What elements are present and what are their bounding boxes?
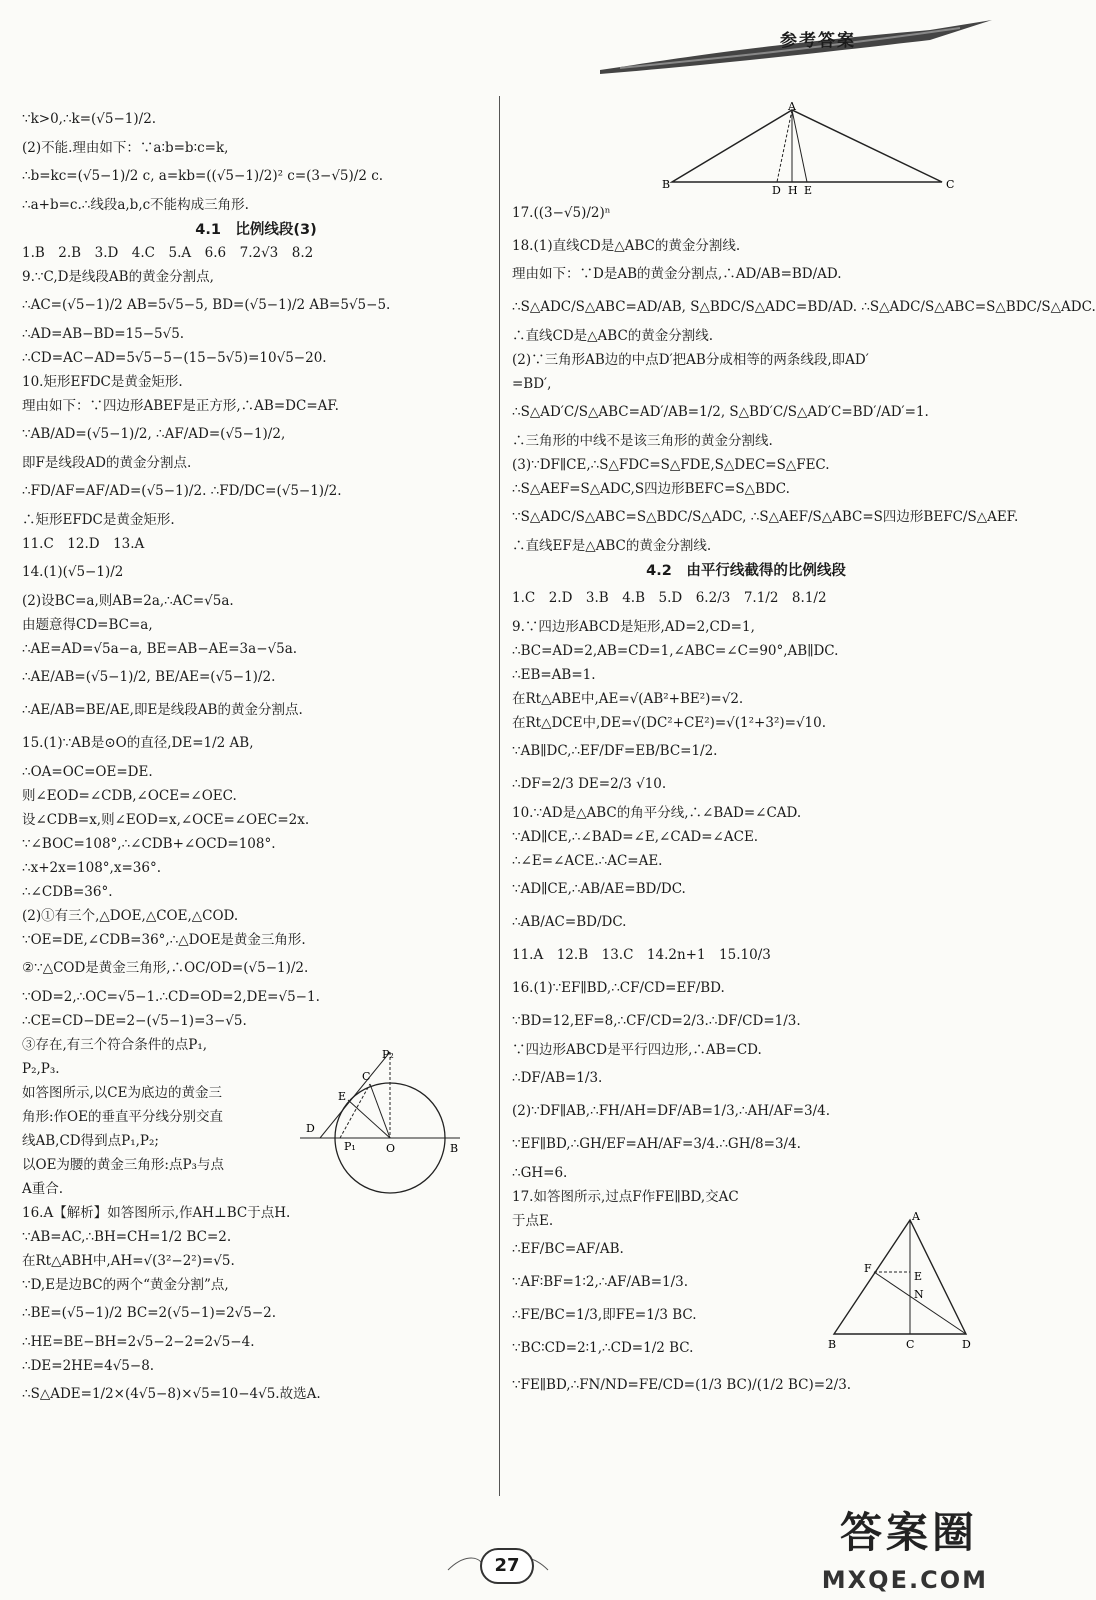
answer-line: ∵AB∥DC,∴EF/DF=EB/BC=1/2. xyxy=(512,743,718,759)
answer-line: 于点E. xyxy=(512,1213,554,1229)
answer-line: P₂,P₃. xyxy=(22,1061,60,1077)
answer-line: 9.∵四边形ABCD是矩形,AD=2,CD=1, xyxy=(512,619,755,635)
watermark-url: MXQE.COM xyxy=(821,1566,988,1594)
answer-line: 14.(1)(√5−1)/2 xyxy=(22,564,124,580)
answer-line: ∴S△AEF=S△ADC,S四边形BEFC=S△BDC. xyxy=(512,481,790,497)
answer-line: ∴∠CDB=36°. xyxy=(22,884,113,900)
answer-line: ∴AE/AB=BE/AE,即E是线段AB的黄金分割点. xyxy=(22,702,303,718)
answer-line: ∴S△ADC/S△ABC=AD/AB, S△BDC/S△ADC=BD/AD. ∴S△ADC/S△ABC=S△BDC/S△ADC. xyxy=(512,299,1096,315)
label-a: A xyxy=(788,100,796,113)
triangle-abc-figure xyxy=(662,100,962,197)
answer-line: A重合. xyxy=(22,1181,64,1197)
label-h: H xyxy=(788,184,798,197)
answer-line: 1.C 2.D 3.B 4.B 5.D 6.2/3 7.1/2 8.1/2 xyxy=(512,590,827,606)
answer-line: ∴DF/AB=1/3. xyxy=(512,1070,603,1086)
label-f3: F xyxy=(864,1262,872,1275)
answer-line: ∴AC=(√5−1)/2 AB=5√5−5, BD=(√5−1)/2 AB=5√5−5. xyxy=(22,297,391,313)
section-title: 4.2 由平行线截得的比例线段 xyxy=(646,563,846,579)
answer-line: ∵AB/AD=(√5−1)/2, ∴AF/AD=(√5−1)/2, xyxy=(22,426,286,442)
answer-line: ∵四边形ABCD是平行四边形,∴AB=CD. xyxy=(512,1042,762,1058)
answer-line: ∴AD=AB−BD=15−5√5. xyxy=(22,326,185,342)
answer-line: 由题意得CD=BC=a, xyxy=(22,617,153,633)
answer-line: ∵OE=DE,∠CDB=36°,∴△DOE是黄金三角形. xyxy=(22,932,306,948)
answer-line: ∵AF∶BF=1∶2,∴AF/AB=1/3. xyxy=(512,1274,689,1290)
watermark-cn: 答案圈 xyxy=(839,1508,978,1557)
answer-line: 11.C 12.D 13.A xyxy=(22,536,145,552)
label-n3: N xyxy=(914,1288,924,1301)
answer-line: ∴AE/AB=(√5−1)/2, BE/AE=(√5−1)/2. xyxy=(22,669,276,685)
answer-line: ∴FE/BC=1/3,即FE=1/3 BC. xyxy=(512,1307,697,1323)
answer-line: 1.B 2.B 3.D 4.C 5.A 6.6 7.2√3 8.2 xyxy=(22,245,314,261)
left-column xyxy=(22,104,490,1412)
answer-line: ∴EF/BC=AF/AB. xyxy=(512,1241,624,1257)
label-p2: P₂ xyxy=(382,1048,394,1061)
answer-line: ∴∠E=∠ACE.∴AC=AE. xyxy=(512,853,663,869)
answer-line: ∴BE=(√5−1)/2 BC=2(√5−1)=2√5−2. xyxy=(22,1305,277,1321)
label-c2: C xyxy=(362,1070,371,1083)
answer-line: 10.矩形EFDC是黄金矩形. xyxy=(22,374,183,390)
answer-line: ③存在,有三个符合条件的点P₁, xyxy=(22,1037,208,1053)
label-e: E xyxy=(804,184,813,197)
answer-line: ∴直线EF是△ABC的黄金分割线. xyxy=(512,538,712,554)
label-b2: B xyxy=(450,1142,459,1155)
answer-line: ∵S△ADC/S△ABC=S△BDC/S△ADC, ∴S△AEF/S△ABC=S四边形BEFC/S△AEF. xyxy=(512,509,1019,525)
answer-line: 15.(1)∵AB是⊙O的直径,DE=1/2 AB, xyxy=(22,735,254,751)
answer-line: ∴DE=2HE=4√5−8. xyxy=(22,1358,155,1374)
header-title: 参考答案 xyxy=(780,31,856,51)
answer-line: ∵OD=2,∴OC=√5−1.∴CD=OD=2,DE=√5−1. xyxy=(22,989,320,1005)
answer-line: ∵k>0,∴k=(√5−1)/2. xyxy=(22,111,157,127)
answer-line: ∴BC=AD=2,AB=CD=1,∠ABC=∠C=90°,AB∥DC. xyxy=(512,643,839,659)
answer-line: ∴矩形EFDC是黄金矩形. xyxy=(22,512,175,528)
answer-line: (2)设BC=a,则AB=2a,∴AC=√5a. xyxy=(22,593,234,609)
answer-line: ∵D,E是边BC的两个“黄金分割”点, xyxy=(22,1277,229,1293)
answer-line: ∴三角形的中线不是该三角形的黄金分割线. xyxy=(512,433,773,449)
answer-line: 17.如答图所示,过点F作FE∥BD,交AC xyxy=(512,1189,739,1205)
answer-line: ∵BD=12,EF=8,∴CF/CD=2/3.∴DF/CD=1/3. xyxy=(512,1013,801,1029)
answer-line: 在Rt△DCE中,DE=√(DC²+CE²)=√(1²+3²)=√10. xyxy=(512,715,827,731)
answer-line: 17.((3−√5)/2)ⁿ xyxy=(512,205,611,221)
column-divider xyxy=(499,96,500,1496)
triangle-fen-figure xyxy=(826,1210,976,1350)
label-d: D xyxy=(772,184,781,197)
answer-line: 11.A 12.B 13.C 14.2n+1 15.10/3 xyxy=(512,947,771,963)
answer-line: ∴AE=AD=√5a−a, BE=AB−AE=3a−√5a. xyxy=(22,641,298,657)
label-e3: E xyxy=(914,1270,923,1283)
label-p1: P₁ xyxy=(344,1140,356,1153)
answer-line: (2)∵三角形AB边的中点D′把AB分成相等的两条线段,即AD′ xyxy=(512,352,869,368)
label-b3: B xyxy=(828,1338,837,1351)
answer-line: 即F是线段AD的黄金分割点. xyxy=(22,455,192,471)
answer-line: ∴OA=OC=OE=DE. xyxy=(22,764,153,780)
page-header xyxy=(600,0,996,80)
answer-line: ∵BC∶CD=2∶1,∴CD=1/2 BC. xyxy=(512,1340,694,1356)
label-c3: C xyxy=(906,1338,915,1351)
answer-line: 在Rt△ABE中,AE=√(AB²+BE²)=√2. xyxy=(512,691,744,707)
answer-line: ∵EF∥BD,∴GH/EF=AH/AF=3/4.∴GH/8=3/4. xyxy=(512,1136,801,1152)
answer-line: (3)∵DF∥CE,∴S△FDC=S△FDE,S△DEC=S△FEC. xyxy=(512,457,830,473)
answer-line: =BD′, xyxy=(512,376,552,392)
answer-line: ∴DF=2/3 DE=2/3 √10. xyxy=(512,776,667,792)
answer-line: 16.A【解析】如答图所示,作AH⊥BC于点H. xyxy=(22,1205,291,1221)
answer-line: 如答图所示,以CE为底边的黄金三 xyxy=(22,1085,222,1101)
answer-line: 以OE为腰的黄金三角形:点P₃与点 xyxy=(22,1157,224,1173)
answer-line: (2)①有三个,△DOE,△COE,△COD. xyxy=(22,908,239,924)
page-number-area xyxy=(438,1540,558,1590)
answer-line: ∴CD=AC−AD=5√5−5−(15−5√5)=10√5−20. xyxy=(22,350,327,366)
answer-line: 设∠CDB=x,则∠EOD=x,∠OCE=∠OEC=2x. xyxy=(22,812,310,828)
answer-line: 角形:作OE的垂直平分线分别交直 xyxy=(22,1109,223,1125)
answer-line: 则∠EOD=∠CDB,∠OCE=∠OEC. xyxy=(22,788,237,804)
answer-line: 16.(1)∵EF∥BD,∴CF/CD=EF/BD. xyxy=(512,980,725,996)
answer-line: ∴S△AD′C/S△ABC=AD′/AB=1/2, S△BD′C/S△AD′C=BD′/AD′=1. xyxy=(512,404,929,420)
answer-line: 18.(1)直线CD是△ABC的黄金分割线. xyxy=(512,238,741,254)
label-d2: D xyxy=(306,1122,315,1135)
circle-figure xyxy=(300,1048,470,1198)
label-a3: A xyxy=(912,1210,920,1223)
answer-line: ∴GH=6. xyxy=(512,1165,568,1181)
section-title: 4.1 比例线段(3) xyxy=(195,222,317,238)
answer-line: ∵AD∥CE,∴∠BAD=∠E,∠CAD=∠ACE. xyxy=(512,829,759,845)
label-b: B xyxy=(662,178,671,191)
answer-line: (2)不能.理由如下：∵a∶b=b∶c=k, xyxy=(22,140,229,156)
answer-line: ∵∠BOC=108°,∴∠CDB+∠OCD=108°. xyxy=(22,836,276,852)
answer-line: ∴b=kc=(√5−1)/2 c, a=kb=((√5−1)/2)² c=(3−√5)/2 c. xyxy=(22,168,384,184)
answer-line: 线AB,CD得到点P₁,P₂; xyxy=(22,1133,159,1149)
label-d3: D xyxy=(962,1338,971,1351)
answer-line: 理由如下：∵D是AB的黄金分割点,∴AD/AB=BD/AD. xyxy=(512,266,842,282)
label-o: O xyxy=(386,1142,396,1155)
answer-line: ∵AD∥CE,∴AB/AE=BD/DC. xyxy=(512,881,686,897)
answer-line: ∴HE=BE−BH=2√5−2−2=2√5−4. xyxy=(22,1334,255,1350)
label-e2: E xyxy=(338,1090,347,1103)
page-number: 27 xyxy=(480,1548,534,1584)
answer-line: ∴x+2x=108°,x=36°. xyxy=(22,860,161,876)
answer-line: (2)∵DF∥AB,∴FH/AH=DF/AB=1/3,∴AH/AF=3/4. xyxy=(512,1103,831,1119)
answer-line: ∴AB/AC=BD/DC. xyxy=(512,914,627,930)
answer-line: ∴EB=AB=1. xyxy=(512,667,596,683)
answer-line: ∴CE=CD−DE=2−(√5−1)=3−√5. xyxy=(22,1013,247,1029)
answer-line: 在Rt△ABH中,AH=√(3²−2²)=√5. xyxy=(22,1253,235,1269)
answer-line: ∵FE∥BD,∴FN/ND=FE/CD=(1/3 BC)/(1/2 BC)=2/3. xyxy=(512,1377,852,1393)
answer-line: 10.∵AD是△ABC的角平分线,∴∠BAD=∠CAD. xyxy=(512,805,802,821)
answer-line: 理由如下：∵四边形ABEF是正方形,∴AB=DC=AF. xyxy=(22,398,339,414)
answer-line: 9.∵C,D是线段AB的黄金分割点, xyxy=(22,269,214,285)
answer-line: ∴直线CD是△ABC的黄金分割线. xyxy=(512,328,714,344)
label-c: C xyxy=(946,178,955,191)
answer-line: ∴a+b=c.∴线段a,b,c不能构成三角形. xyxy=(22,197,249,213)
answer-line: ②∵△COD是黄金三角形,∴OC/OD=(√5−1)/2. xyxy=(22,960,309,976)
answer-line: ∴FD/AF=AF/AD=(√5−1)/2. ∴FD/DC=(√5−1)/2. xyxy=(22,483,342,499)
answer-line: ∴S△ADE=1/2×(4√5−8)×√5=10−4√5.故选A. xyxy=(22,1386,321,1402)
answer-line: ∵AB=AC,∴BH=CH=1/2 BC=2. xyxy=(22,1229,232,1245)
